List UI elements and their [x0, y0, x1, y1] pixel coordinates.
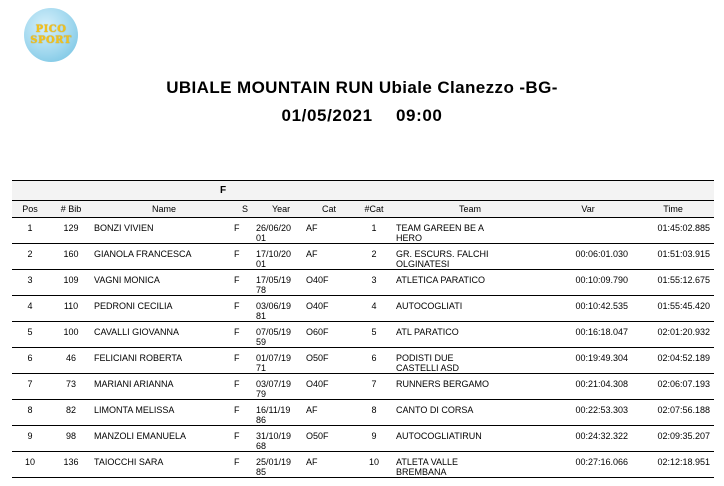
cell-time: 02:09:35.207 — [632, 426, 714, 452]
cell-pos: 7 — [12, 374, 48, 400]
cell-sex: F — [234, 244, 256, 270]
cell-team: TEAM GAREEN BE A HERO — [396, 218, 544, 244]
category-header-row — [12, 181, 714, 201]
col-sex-header: S — [234, 201, 256, 218]
cell-sex: F — [234, 322, 256, 348]
cell-var: 00:19:49.304 — [544, 348, 632, 374]
cell-catrank: 7 — [352, 374, 396, 400]
cell-time: 01:55:12.675 — [632, 270, 714, 296]
cell-catrank: 1 — [352, 218, 396, 244]
cell-time: 01:55:45.420 — [632, 296, 714, 322]
cell-catrank: 9 — [352, 426, 396, 452]
cell-year: 07/05/19 59 — [256, 322, 306, 348]
race-date: 01/05/2021 — [281, 106, 373, 125]
cell-catrank: 3 — [352, 270, 396, 296]
cell-name: MARIANI ARIANNA — [94, 374, 234, 400]
cell-bib: 136 — [48, 452, 94, 478]
col-year-header: Year — [256, 201, 306, 218]
table-row — [12, 296, 714, 322]
cell-cat: O40F — [306, 296, 352, 322]
cell-time: 02:12:18.951 — [632, 452, 714, 478]
table-row — [12, 452, 714, 478]
race-start-time: 09:00 — [395, 106, 443, 125]
cell-sex: F — [234, 270, 256, 296]
cell-bib: 73 — [48, 374, 94, 400]
cell-team: AUTOCOGLIATIRUN — [396, 426, 544, 452]
cell-team: GR. ESCURS. FALCHI OLGINATESI — [396, 244, 544, 270]
cell-team: CANTO DI CORSA — [396, 400, 544, 426]
cell-bib: 46 — [48, 348, 94, 374]
cell-team: ATL PARATICO — [396, 322, 544, 348]
cell-cat: O50F — [306, 348, 352, 374]
col-catrank-header: #Cat — [352, 201, 396, 218]
cell-bib: 100 — [48, 322, 94, 348]
cell-bib: 109 — [48, 270, 94, 296]
category-label: F — [12, 181, 234, 201]
cell-year: 03/07/19 79 — [256, 374, 306, 400]
cell-sex: F — [234, 452, 256, 478]
results-table — [12, 180, 714, 478]
cell-pos: 2 — [12, 244, 48, 270]
cell-time: 01:45:02.885 — [632, 218, 714, 244]
cell-cat: O40F — [306, 374, 352, 400]
cell-team: ATLETA VALLE BREMBANA — [396, 452, 544, 478]
cell-name: MANZOLI EMANUELA — [94, 426, 234, 452]
cell-time: 02:07:56.188 — [632, 400, 714, 426]
cell-year: 31/10/19 68 — [256, 426, 306, 452]
cell-catrank: 4 — [352, 296, 396, 322]
col-team-header: Team — [396, 201, 544, 218]
cell-var: 00:16:18.047 — [544, 322, 632, 348]
cell-year: 26/06/20 01 — [256, 218, 306, 244]
col-bib-header: # Bib — [48, 201, 94, 218]
cell-pos: 3 — [12, 270, 48, 296]
cell-year: 03/06/19 81 — [256, 296, 306, 322]
cell-bib: 110 — [48, 296, 94, 322]
pico-sport-logo — [24, 8, 78, 62]
cell-cat: AF — [306, 244, 352, 270]
cell-catrank: 6 — [352, 348, 396, 374]
cell-name: VAGNI MONICA — [94, 270, 234, 296]
cell-name: BONZI VIVIEN — [94, 218, 234, 244]
col-pos-header: Pos — [12, 201, 48, 218]
cell-year: 16/11/19 86 — [256, 400, 306, 426]
cell-cat: AF — [306, 452, 352, 478]
col-time-header: Time — [632, 201, 714, 218]
cell-name: PEDRONI CECILIA — [94, 296, 234, 322]
cell-pos: 10 — [12, 452, 48, 478]
cell-cat: AF — [306, 400, 352, 426]
cell-bib: 129 — [48, 218, 94, 244]
cell-sex: F — [234, 400, 256, 426]
cell-team: ATLETICA PARATICO — [396, 270, 544, 296]
cell-catrank: 5 — [352, 322, 396, 348]
cell-name: TAIOCCHI SARA — [94, 452, 234, 478]
cell-time: 02:06:07.193 — [632, 374, 714, 400]
cell-var: 00:10:09.790 — [544, 270, 632, 296]
cell-cat: O60F — [306, 322, 352, 348]
cell-pos: 4 — [12, 296, 48, 322]
logo-text-line1: PICO — [35, 24, 67, 35]
cell-pos: 9 — [12, 426, 48, 452]
table-row — [12, 426, 714, 452]
cell-sex: F — [234, 218, 256, 244]
race-title: UBIALE MOUNTAIN RUN Ubiale Clanezzo -BG- — [166, 78, 558, 97]
cell-var: 00:10:42.535 — [544, 296, 632, 322]
cell-var: 00:06:01.030 — [544, 244, 632, 270]
cell-pos: 5 — [12, 322, 48, 348]
table-row — [12, 400, 714, 426]
col-name-header: Name — [94, 201, 234, 218]
cell-year: 17/05/19 78 — [256, 270, 306, 296]
cell-catrank: 2 — [352, 244, 396, 270]
table-row — [12, 348, 714, 374]
cell-team: RUNNERS BERGAMO — [396, 374, 544, 400]
cell-pos: 1 — [12, 218, 48, 244]
cell-sex: F — [234, 348, 256, 374]
col-var-header: Var — [544, 201, 632, 218]
cell-var: 00:24:32.322 — [544, 426, 632, 452]
cell-name: LIMONTA MELISSA — [94, 400, 234, 426]
cell-sex: F — [234, 296, 256, 322]
cell-name: CAVALLI GIOVANNA — [94, 322, 234, 348]
cell-catrank: 10 — [352, 452, 396, 478]
cell-cat: O40F — [306, 270, 352, 296]
cell-sex: F — [234, 374, 256, 400]
race-date-time — [0, 106, 724, 126]
cell-year: 01/07/19 71 — [256, 348, 306, 374]
cell-bib: 82 — [48, 400, 94, 426]
table-row — [12, 218, 714, 244]
cell-name: GIANOLA FRANCESCA — [94, 244, 234, 270]
cell-year: 25/01/19 85 — [256, 452, 306, 478]
table-row — [12, 270, 714, 296]
cell-bib: 98 — [48, 426, 94, 452]
cell-team: AUTOCOGLIATI — [396, 296, 544, 322]
table-row — [12, 244, 714, 270]
cell-team: PODISTI DUE CASTELLI ASD — [396, 348, 544, 374]
cell-time: 01:51:03.915 — [632, 244, 714, 270]
col-cat-header: Cat — [306, 201, 352, 218]
table-row — [12, 322, 714, 348]
cell-pos: 8 — [12, 400, 48, 426]
cell-var: 00:22:53.303 — [544, 400, 632, 426]
cell-cat: AF — [306, 218, 352, 244]
cell-pos: 6 — [12, 348, 48, 374]
cell-sex: F — [234, 426, 256, 452]
cell-year: 17/10/20 01 — [256, 244, 306, 270]
cell-cat: O50F — [306, 426, 352, 452]
table-row — [12, 374, 714, 400]
cell-bib: 160 — [48, 244, 94, 270]
cell-var: 00:27:16.066 — [544, 452, 632, 478]
cell-catrank: 8 — [352, 400, 396, 426]
cell-var: 00:21:04.308 — [544, 374, 632, 400]
cell-var — [544, 218, 632, 244]
cell-time: 02:01:20.932 — [632, 322, 714, 348]
cell-name: FELICIANI ROBERTA — [94, 348, 234, 374]
column-header-row — [12, 201, 714, 218]
logo-text-line2: SPORT — [30, 35, 72, 46]
cell-time: 02:04:52.189 — [632, 348, 714, 374]
